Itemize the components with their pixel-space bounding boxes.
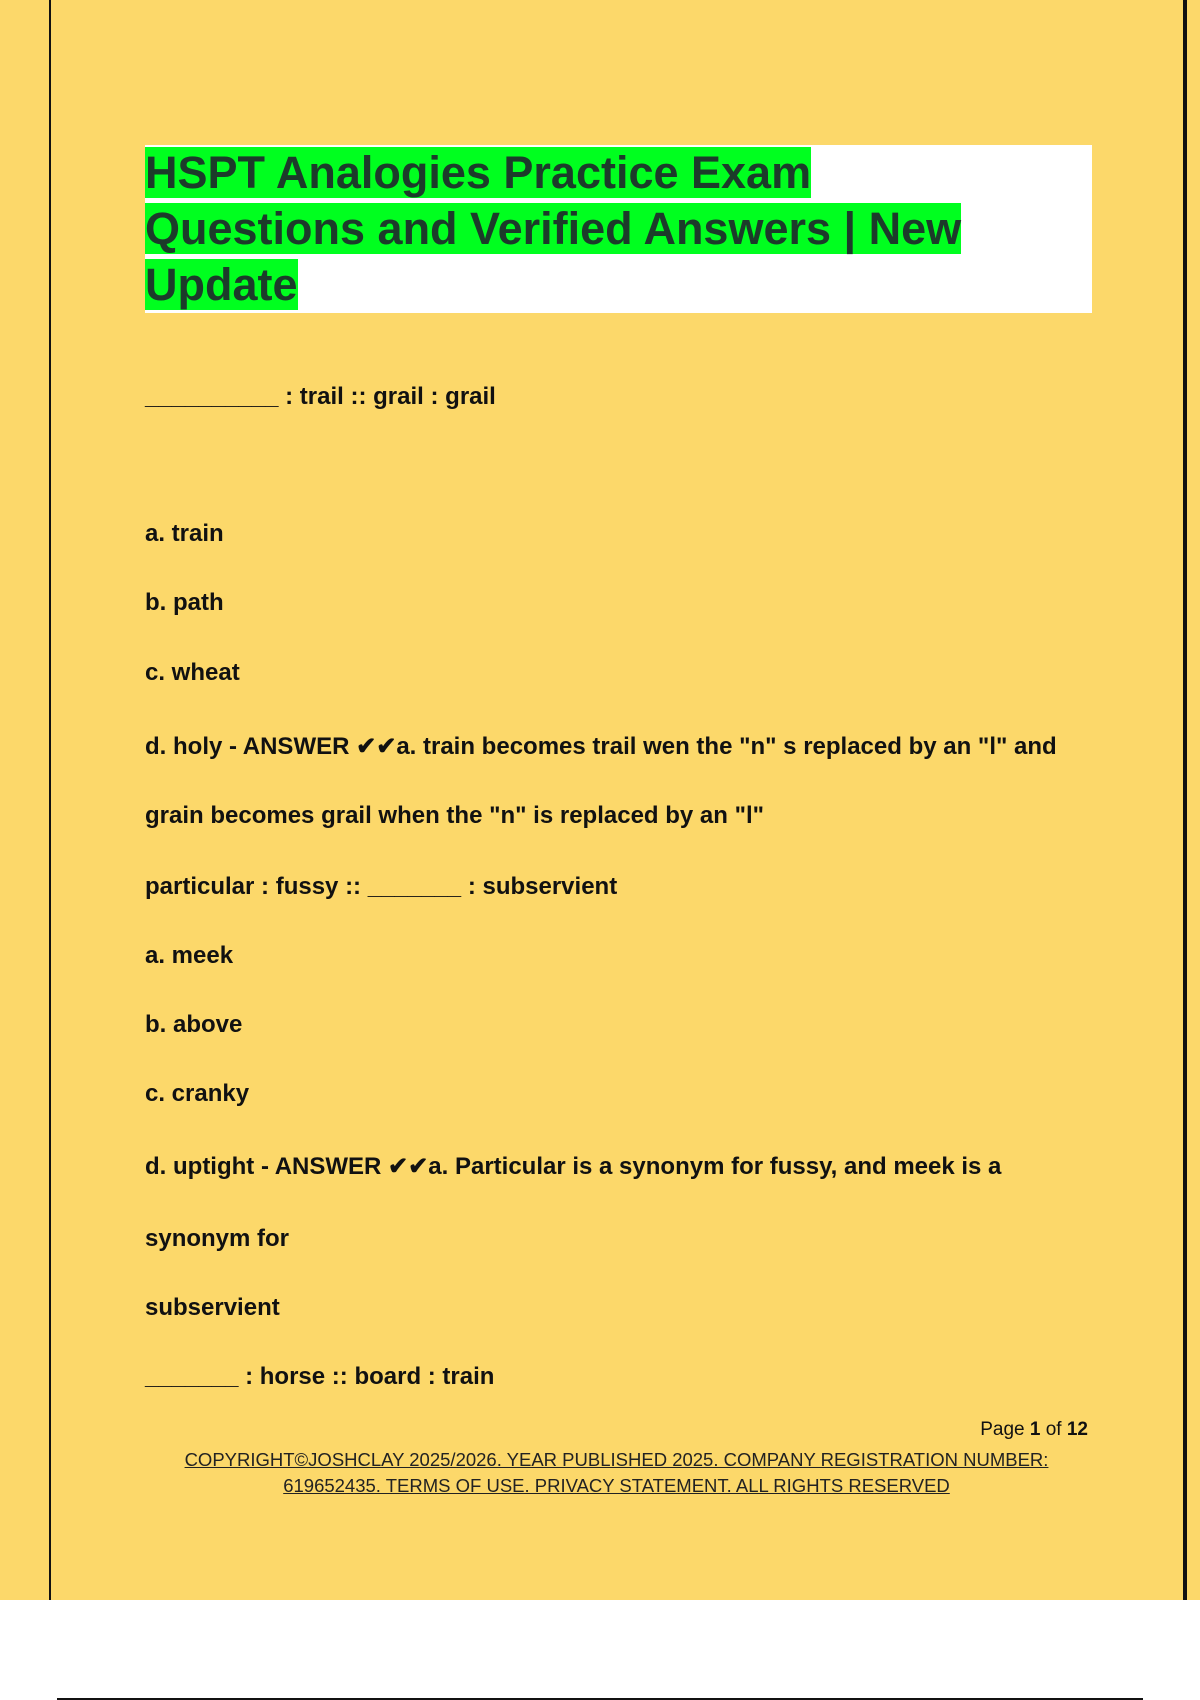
page-border-right [1183, 0, 1187, 1600]
question-2-option-d-answer: d. uptight - ANSWER ✔✔a. Particular is a synonym for fussy, and meek is a [145, 1153, 1002, 1180]
footer-line-2: 619652435. TERMS OF USE. PRIVACY STATEMENT. ALL RIGHTS RESERVED [283, 1475, 950, 1496]
question-1-option-a: a. train [145, 520, 224, 547]
question-2-answer-continued-2: subservient [145, 1294, 280, 1321]
question-1-answer-continued: grain becomes grail when the "n" is replaced by an "l" [145, 802, 765, 829]
title-line-1: HSPT Analogies Practice Exam [145, 147, 812, 198]
question-1-prompt: __________ : trail :: grail : grail [145, 383, 496, 410]
question-2-option-b: b. above [145, 1011, 243, 1038]
footer-line-1: COPYRIGHT©JOSHCLAY 2025/2026. YEAR PUBLISHED 2025. COMPANY REGISTRATION NUMBER: [184, 1449, 1049, 1470]
question-2-option-c: c. cranky [145, 1080, 250, 1107]
question-2-option-a: a. meek [145, 942, 234, 969]
question-1-option-d-answer: d. holy - ANSWER ✔✔a. train becomes trail wen the "n" s replaced by an "l" and [145, 733, 1057, 760]
title-box [145, 145, 1092, 313]
question-3-prompt: _______ : horse :: board : train [145, 1363, 495, 1390]
question-1-option-c: c. wheat [145, 659, 240, 686]
page-border-left [49, 0, 51, 1600]
question-1-option-b: b. path [145, 589, 224, 616]
question-2-prompt: particular : fussy :: _______ : subservient [145, 873, 618, 900]
title-line-2: Questions and Verified Answers | New [145, 203, 962, 254]
document-title [145, 145, 1092, 313]
page-number: Page 1 of 12 [980, 1419, 1088, 1440]
question-2-answer-continued: synonym for [145, 1225, 290, 1252]
title-line-3: Update [145, 259, 298, 310]
copyright-footer [145, 1447, 1088, 1499]
